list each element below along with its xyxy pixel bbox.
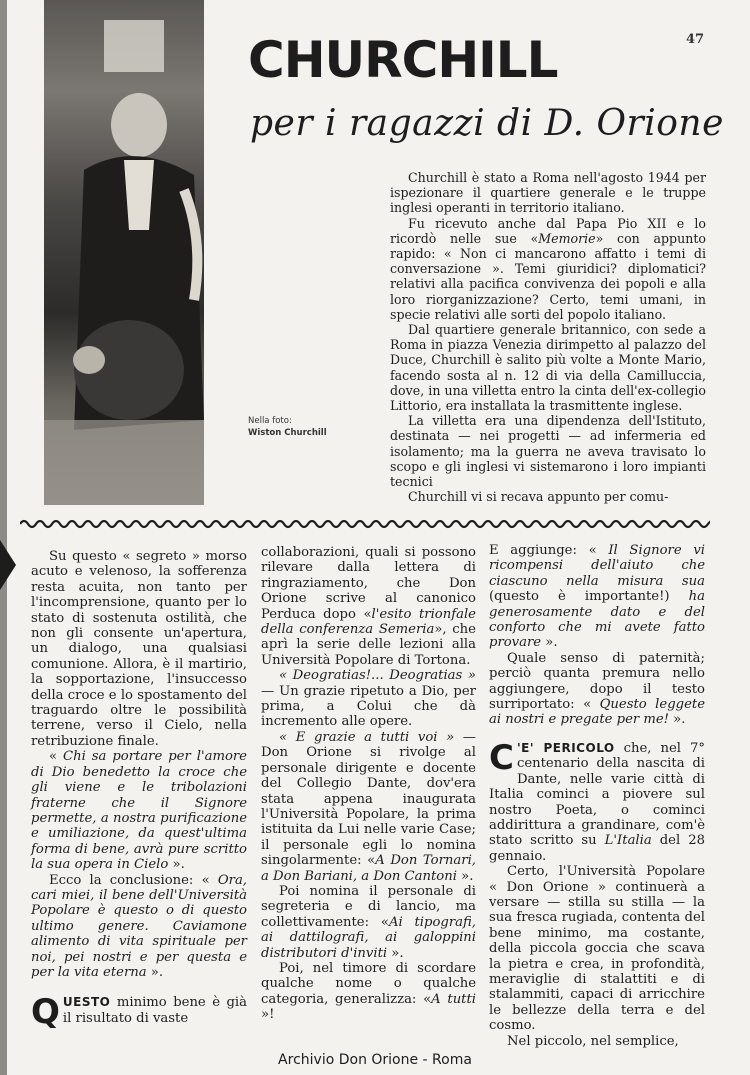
text-italic: Ai tipografi, ai dattilografi, ai galoppini distributori d'inviti — [261, 914, 476, 961]
text-span: ». — [541, 635, 558, 651]
text-italic: ha generosamente dato e del conforto che mi avete fatto provare — [489, 589, 705, 651]
col1-paragraph-2 — [31, 749, 247, 872]
text-span: Fu ricevuto anche dal Papa Pio XII e lo ricordò nelle sue « — [390, 215, 706, 246]
floor — [44, 420, 204, 505]
text-span: ». — [456, 868, 474, 884]
page-number: 47 — [686, 32, 705, 47]
wavy-divider — [20, 517, 710, 531]
intro-paragraph-3: Dal quartiere generale britannico, con sede a Roma in piazza Venezia dirimpetto al palazzo del Duce, Churchill è salito più volte a Monte Mario, facendo sosta al n. 12 di via della Camilluccia, dove, in una villetta entro la cinta dell'ex-collegio Littorio, era installata la trasmittente inglese. — [390, 322, 706, 414]
text-italic: Questo leggete ai nostri e pregate per me! — [489, 697, 705, 728]
text-span: ». — [387, 945, 404, 961]
column-1 — [31, 549, 247, 1033]
text-span: collaborazioni, quali si possono rilevare dalla lettera di ringraziamento, che Don Orione scrive al canonico Perduca dopo « — [261, 545, 476, 622]
col1-paragraph-3 — [31, 873, 247, 981]
text-italic: l'esito trionfale della conferenza Semeria — [261, 606, 476, 638]
dog-face — [73, 346, 105, 374]
drop-cap: C — [489, 737, 514, 778]
intro-column — [390, 170, 706, 504]
col3-paragraph-3 — [489, 737, 705, 864]
text-span: (questo è importante!) — [489, 589, 689, 605]
col2-paragraph-4 — [261, 884, 476, 961]
lead-in: UESTO — [62, 995, 111, 1010]
text-span: », che aprì la serie delle lezioni alla Università Popolare di Tortona. — [261, 622, 476, 668]
text-span: — Un grazie ripetuto a Dio, per prima, a Colui che dà incremento alle opere. — [261, 683, 476, 730]
drop-cap: Q — [31, 992, 60, 1033]
text-italic: Ora, cari miei, il bene dell'Università Popolare è questo o di questo ultimo genere. Caviamone alimento di vita spirituale per noi, pei nostri e per questa e per la vita eterna — [31, 872, 247, 980]
intro-paragraph-2 — [390, 216, 706, 322]
text-span: Poi, nel timore di scordare qualche nome o qualche categoria, generalizza: « — [261, 960, 476, 1007]
column-2 — [261, 545, 476, 1023]
binding-edge — [0, 0, 7, 1075]
article-subtitle: per i ragazzi di D. Orione — [250, 103, 724, 144]
intro-paragraph-1: Churchill è stato a Roma nell'agosto 1944 per ispezionare il quartiere generale e le truppe inglesi operanti in territorio italiano. — [390, 170, 706, 216]
col2-paragraph-3 — [261, 730, 476, 884]
text-span: del 28 gennaio. — [489, 833, 705, 864]
caption-label: Nella foto: — [248, 416, 292, 426]
text-span: »! — [261, 1007, 275, 1023]
text-italic: « E grazie a tutti voi » — [279, 729, 455, 745]
col3-paragraph-5: Nel piccolo, nel semplice, — [507, 1033, 679, 1049]
lamp-shade — [104, 20, 164, 72]
intro-paragraph-4: La villetta era una dipendenza dell'Istituto, destinata — nei progetti — ad infermeria ed isolamento; ma la guerra ne aveva travisato lo scopo e gli inglesi vi sistemarono i loro impianti tecnici — [390, 413, 706, 490]
churchill-photo — [44, 0, 204, 505]
text-span: ». — [168, 857, 185, 873]
caption-name: Wiston Churchill — [248, 428, 327, 438]
col3-paragraph-2 — [489, 651, 705, 728]
col2-paragraph-5 — [261, 961, 476, 1023]
col3-paragraph-1 — [489, 543, 705, 651]
col2-paragraph-1 — [261, 545, 476, 668]
text-italic: Il Signore vi ricompensi dell'aiuto che ciascuno nella misura sua — [489, 543, 705, 589]
text-italic: L'Italia — [604, 833, 652, 849]
text-span: ». — [146, 964, 164, 980]
text-span: Ecco la conclusione: « — [49, 872, 218, 888]
text-italic: Memorie — [538, 230, 596, 246]
photo-illustration — [44, 0, 204, 505]
col2-paragraph-2 — [261, 668, 476, 730]
churchill-head — [111, 93, 167, 157]
lead-in: 'E' PERICOLO — [516, 740, 615, 755]
intro-paragraph-5: Churchill vi si recava appunto per comu- — [408, 489, 669, 505]
shirt-front — [124, 160, 154, 230]
text-italic: Chi sa portare per l'amore di Dio benedetto la croce che gli viene e le tribolazioni fraterne che il Signore permette, a nostra purificazione e umiliazione, da quest'ultima forma di bene, avrà pure scritto la sua opera in Cielo — [31, 749, 247, 873]
text-span: che, nel 7° centenario della nascita di Dante, nelle varie città di Italia cominci a piovere sul nostro Poeta, o cominci addirittura a grandinare, com'è stato scritto su — [489, 740, 705, 849]
text-span: Poi nomina il personale di segreteria e di lancio, ma collettivamente: « — [261, 883, 476, 930]
col1-paragraph-4 — [31, 992, 247, 1033]
text-italic: A tutti — [431, 991, 477, 1007]
text-span: minimo bene è già il risultato di vaste — [62, 995, 247, 1026]
article-title: CHURCHILL — [248, 31, 558, 89]
col3-paragraph-4: Certo, l'Università Popolare « Don Orione » continuerà a versare — stilla su stilla — la sua fresca rugiada, contenta del bene minimo, ma costante, della piccola goccia che scava la pietra e crea, in profondità, meraviglie di stalattiti e di stalammiti, capaci di arricchire le bellezze della terra e del cosmo. — [489, 864, 705, 1034]
photo-caption — [248, 415, 358, 439]
text-span: « — [49, 749, 64, 765]
binding-arrow-marker — [0, 540, 16, 590]
text-span: Quale senso di paternità; perciò quanta premura nello aggiungere, dopo il testo surriportato: « — [489, 650, 705, 713]
col1-paragraph-1: Su questo « segreto » morso acuto e velenoso, la sofferenza resta acuita, non tanto per l'incomprensione, quanto per lo stato di sostenuta ostilità, che non gli consente un'apertura, un dialogo, una qualsiasi comunione. Allora, è il martirio, la sopportazione, l'insuccesso della croce e lo spostamento del traguardo oltre le possibilità terrene, verso il Cielo, nella retribuzione finale. — [31, 549, 247, 749]
text-italic: « Deogratias!... Deogratias » — [279, 668, 476, 684]
column-3 — [489, 543, 705, 1049]
text-span: » con appunto rapido: « Non ci mancarono affatto i temi di conversazione ». Temi giuridici? diplomatici? relativi alla pacifica convivenza dei popoli e alla loro riorganizzazione? Certo, temi umani, in specie relativi alle sorti del popolo italiano. — [390, 230, 706, 322]
text-span: ». — [668, 712, 686, 728]
text-span: E aggiunge: « — [489, 543, 609, 558]
text-italic: A Don Tornari, a Don Bariani, a Don Cantoni — [261, 853, 476, 884]
text-span: — Don Orione si rivolge al personale dirigente e docente del Collegio Dante, dov'era stata appena inaugurata l'Università Popolare, la prima istituita da Lui nelle varie Case; il personale egli lo nomina singolarmente: « — [261, 729, 476, 869]
archive-footer: Archivio Don Orione - Roma — [278, 1052, 472, 1068]
